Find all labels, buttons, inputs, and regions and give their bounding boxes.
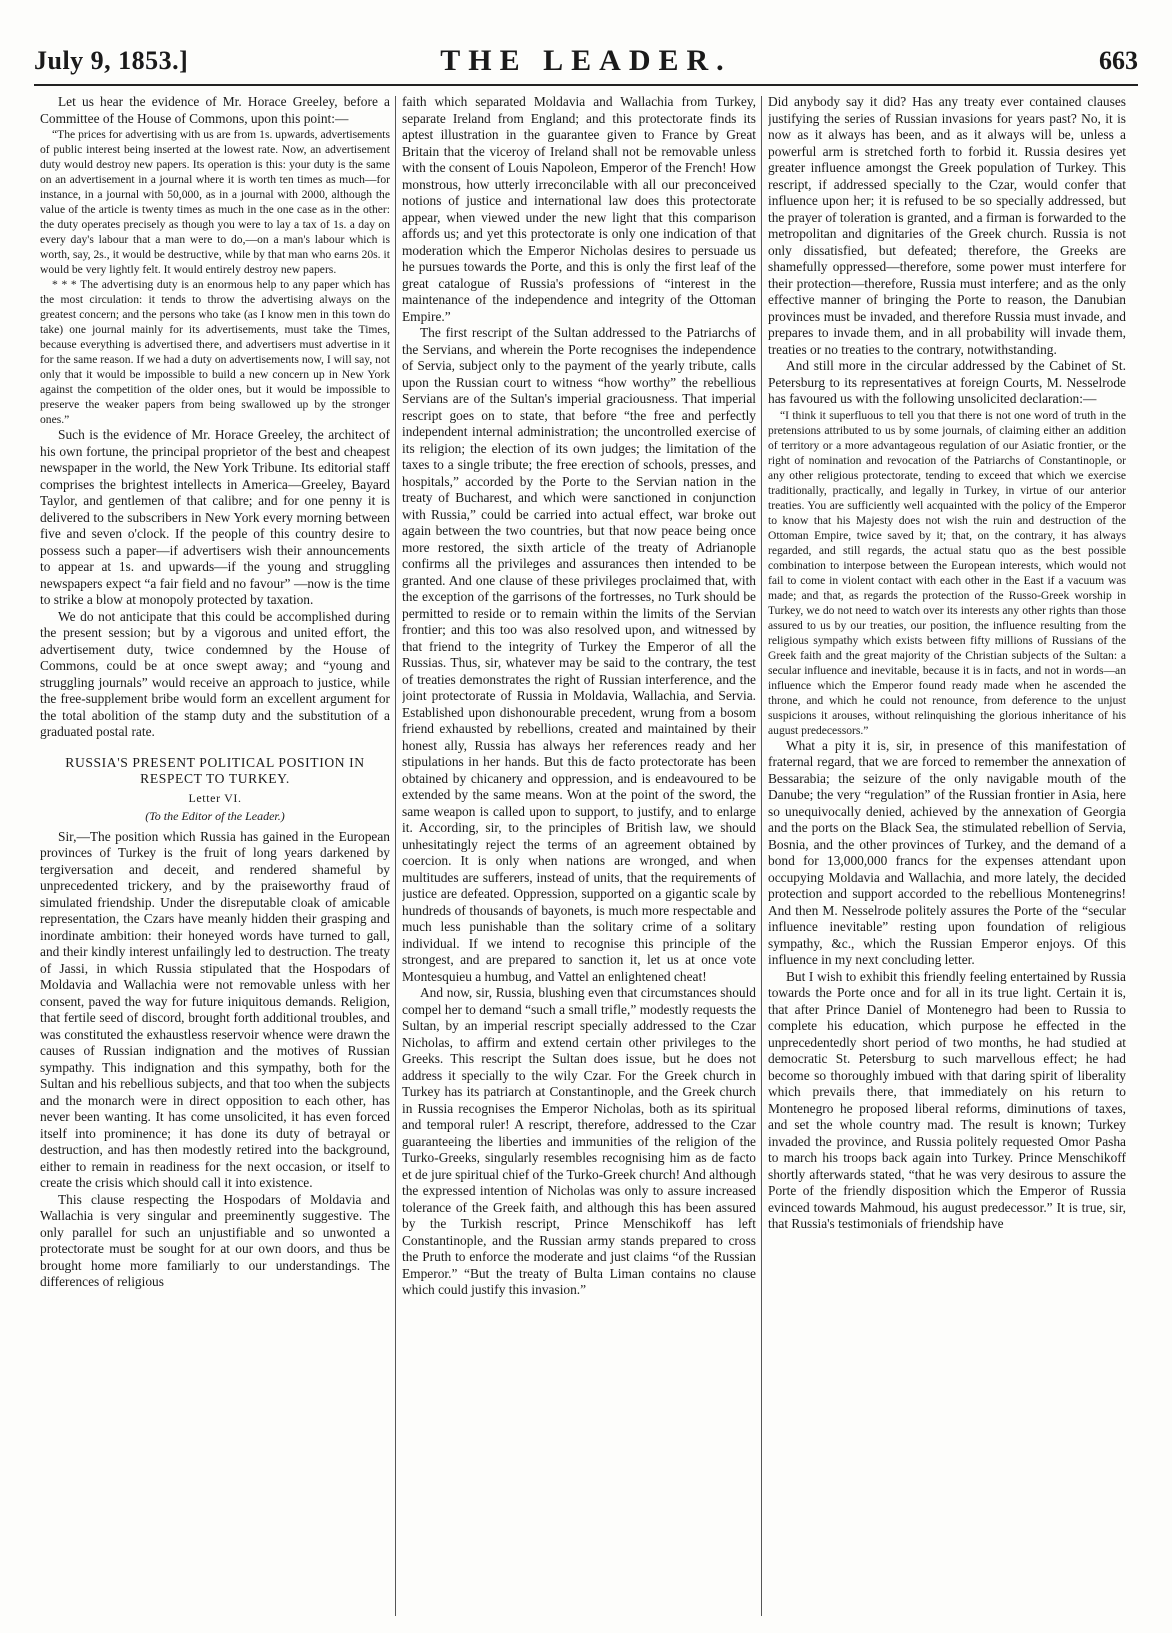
newspaper-title: THE LEADER. — [440, 44, 732, 77]
body-paragraph: Did anybody say it did? Has any treaty ever contained clauses justifying the series of Russian invasions for years past? No, it is now as it always has been, and as it always will be, unless a powerful arm is stretched forth to forbid it. Russia desires yet greater influence amongst the Greek population of Turkey. This rescript, if addressed specially to the Czar, would confer that influence upon her; it is refused to be so specially addressed, but the prayer of toleration is granted, and a firman is forwarded to the metropolitan and dignitaries of the Greek church. Russia is not only dissatisfied, but defeated; therefore, the Greeks are shamefully oppressed—therefore, some power must interfere for their protection—therefore, Russia must interfere; and as the only effective manner of bringing the Porte to reason, the Danubian provinces must be invaded, and therefore Russia must invade, and prepares to invade them, and in all probability will invade them, treaties or no treaties to the contrary, notwithstanding. — [768, 94, 1126, 357]
article-heading: RUSSIA'S PRESENT POLITICAL POSITION IN RESPECT TO TURKEY. — [65, 754, 365, 786]
greeley-quote-part-1: “The prices for advertising with us are from 1s. upwards, advertisements of public interest being inserted at the lowest rate. Now, an advertisement duty would destroy new papers. Its operation is this: your duty is the same on an advertisement in a journal where it is worth ten times as much—for instance, in a journal with 50,000, as in a journal with 2000, although the value of the article is twenty times as much in the one case as in the other: the duty operates precisely as though you were to lay a tax of 1s. a day on every day's labour that a man were to do,—on a man's labour which is worth, say, 2s., it would be destructive, while by that man who earns 20s. it would be very lightly felt. It would entirely destroy new papers. — [40, 128, 390, 276]
letter-number: Letter VI. — [188, 790, 242, 805]
column-divider-2 — [761, 96, 762, 1616]
page-number: 663 — [1099, 46, 1138, 75]
body-paragraph: faith which separated Moldavia and Wallachia from Turkey, separate Ireland from England; and this protectorate finds its aptest illustration in the guarantee given to France by Great Britain that the viceroy of Ireland shall not be removable unless with the consent of Louis Napoleon, Emperor of the French! How monstrous, how utterly irreconcilable with all our preconceived notions of justice and international law does this protectorate appear, when viewed under the new light that this comparison affords us; and yet this protectorate is only one indication of that moderation which the Emperor Nicholas desires to persuade us he pursues towards the Porte, and this is only the first leaf of the great catalogue of Russia's professions of “interest in the maintenance of the independence and integrity of the Ottoman Empire.” — [402, 94, 756, 324]
masthead — [34, 40, 1138, 86]
body-paragraph: Such is the evidence of Mr. Horace Greeley, the architect of his own fortune, the principal proprietor of the best and cheapest newspaper in the world, the New York Tribune. Its editorial staff comprises the brightest intellects in America—Greeley, Bayard Taylor, and gentlemen of that calibre; and for one penny it is delivered to the subscribers in New York every morning between five and seven o'clock. If the people of this country desire to possess such a paper—if advertisers wish their announcements to appear at 1s. and upwards—if the young and struggling newspapers expect “a fair field and no favour” —now is the time to strike a blow at monopoly protected by taxation. — [40, 427, 390, 607]
body-paragraph: Sir,—The position which Russia has gained in the European provinces of Turkey is the fruit of long years darkened by tergiversation and deceit, and rendered shameful by unprecedented trickery, and by the praiseworthy fraud of simulated friendship. Under the disreputable cloak of amicable representation, the Czars have meanly hidden their grasping and inordinate ambition: their honeyed words have turned to gall, and their kindly interest unfailingly led to destruction. The treaty of Jassi, in which Russia stipulated that the Hospodars of Moldavia and Wallachia were not removable unless with her consent, paved the way for future iniquitous demands. Religion, that fertile seed of discord, brought forth additional troubles, and was constituted the exhaustless reservoir whence were drawn the causes of Russian indignation and the motives of Russian sympathy. This indignation and this sympathy, both for the Sultan and his rebellious subjects, and that too when the subjects and the monarch were in direct opposition to each other, has never been wanting. It has come unsolicited, it has even forced itself into prominence; it has done its duty of betrayal or destruction, and has then modestly retired into the background, either to remain in readiness for the next occasion, or itself to create the crisis which should call it into existence. — [40, 828, 390, 1190]
column-2 — [402, 94, 756, 1624]
body-paragraph: What a pity it is, sir, in presence of this manifestation of fraternal regard, that we are forced to remember the annexation of Bessarabia; the seizure of the only navigable mouth of the Danube; the very “regulation” of the Russian frontier in Asia, here so unequivocally denied, achieved by the annexation of Georgia and the ports on the Black Sea, the stimulated rebellion of Servia, Bosnia, and the other provinces of Turkey, and the demand of a bond for 13,000,000 francs for the expenses attendant upon occupying Moldavia and Wallachia, and more lately, the decided protection and support accorded to the rebellious Montenegrins! And then M. Nesselrode politely assures the Porte of the “secular influence inevitable” resting upon foundation of religious sympathy, &c., which the Russian Emperor enjoys. Of this influence in my next concluding letter. — [768, 737, 1126, 967]
editor-note: (To the Editor of the Leader.) — [145, 809, 285, 823]
column-3 — [768, 94, 1126, 1624]
body-paragraph: This clause respecting the Hospodars of Moldavia and Wallachia is very singular and preeminently suggestive. The only parallel for such an unjustifiable and so unwonted a protectorate must be sought for at our own doors, and thus be brought home more familiarly to our understandings. The differences of religious — [40, 1191, 390, 1289]
issue-date: July 9, 1853.] — [34, 46, 189, 75]
body-paragraph: But I wish to exhibit this friendly feeling entertained by Russia towards the Porte once and for all in its true light. Certain it is, that after Prince Daniel of Montenegro had been to Russia to complete his education, which purpose he effected in the unprecedentedly short period of two months, he had studied at democratic St. Petersburg to such marvellous effect; he had become so thoroughly imbued with that daring spirit of liberality which prevails there, that immediately on his return to Montenegro he proposed liberal reforms, diminutions of taxes, and set the whole country mad. The result is known; Turkey invaded the province, and Russia politely requested Omor Pasha to march his troops back again into Turkey. Prince Menschikoff shortly afterwards stated, “that he was very desirous to assure the Porte of the friendly disposition which the Emperor of Russia evinced towards Mahmoud, his august predecessor.” It is true, sir, that Russia's testimonials of friendship have — [768, 968, 1126, 1231]
nesselrode-quote: “I think it superfluous to tell you that there is not one word of truth in the pretensions attributed to us by some journals, of claiming either an addition of territory or a more advantageous regulation of our Asiatic frontier, or the right of nomination and revocation of the Patriarchs of Constantinople, or any other religious protectorate, tending to exceed that which we exercise traditionally, practically, and legally in Turkey, in virtue of our anterior treaties. You are sufficiently well acquainted with the policy of the Emperor to know that his Majesty does not wish the ruin and destruction of the Ottoman Empire, twice saved by it; that, on the contrary, it has always regarded, and still regards, the actual statu quo as the best possible combination to interpose between the European interests, which would not fail to come in violent contact with each other in the East if a vacuum was made; and that, as regards the protection of the Russo-Greek worship in Turkey, we do not need to watch over its interests any other rights than those assured to us by our treaties, our position, the influence resulting from the religious sympathy which exists between fifty millions of Russians of the Greek faith and the great majority of the Christian subjects of the Sultan: a secular influence and inevitable, because it is in facts, and not in words—an influence which the Emperor found ready made when he ascended the throne, and which he could not renounce, from deference to the unjust suspicions it arouses, without relinquishing the glorious inheritance of his august predecessors.” — [768, 408, 1126, 737]
body-paragraph: And still more in the circular addressed by the Cabinet of St. Petersburg to its representatives at foreign Courts, M. Nesselrode has favoured us with the following unsolicited declaration:— — [768, 358, 1126, 406]
body-paragraph: And now, sir, Russia, blushing even that circumstances should compel her to demand “such a small trifle,” modestly requests the Sultan, by an imperial rescript specially addressed to the Czar Nicholas, to affirm and extend certain other privileges to the Greeks. This rescript the Sultan does issue, but he does not address it specially to the wily Czar. For the Greek church in Turkey has its patriarch at Constantinople, and the Greek church in Russia recognises the Emperor Nicholas, both as its spiritual and temporal ruler! A rescript, therefore, addressed to the Czar guaranteeing the liberties and immunities of the religion of the Turko-Greeks, singularly resembles recognising him as de facto et de jure spiritual chief of the Turko-Greek church! And although the expressed intention of Nicholas was only to assure increased tolerance of the Greek faith, and although this has been assured by the Turkish rescript, Prince Menschikoff has left Constantinople, and the Russian army stands prepared to cross the Pruth to enforce the moderate and just claims “of the Russian Emperor.” “But the treaty of Bulta Liman contains no clause which could justify this invasion.” — [402, 985, 756, 1297]
greeley-quote-part-2: * * * The advertising duty is an enormous help to any paper which has the most circulation: it tends to throw the advertising always on the greatest concern; and the persons who take (as I know men in this town do take) one journal mainly for its advertisements, must take the Times, because everything is advertised there, and advertisers must advertise in it for the same reason. If we had a duty on advertisements now, I will say, not only that it would be impossible to build a new concern up in New York against the competition of the older ones, but it would be impossible to preserve the weaker papers from being swallowed up by the stronger ones.” — [40, 278, 390, 426]
column-divider-1 — [395, 96, 396, 1616]
body-paragraph: We do not anticipate that this could be accomplished during the present session; but by a vigorous and united effort, the advertisement duty, twice condemned by the House of Commons, could be at once swept away; and “young and struggling journals” would receive an approach to justice, while the free-supplement bribe would form an excellent argument for the total abolition of the stamp duty and the substitution of a graduated postal rate. — [40, 608, 390, 739]
column-1 — [40, 94, 390, 1624]
body-paragraph: The first rescript of the Sultan addressed to the Patriarchs of the Servians, and wherein the Porte recognises the independence of Servia, subject only to the payment of the yearly tribute, calls upon the Russian court to witness “how worthy” the rebellious Servians are of the Sultan's imperial graciousness. That imperial rescript goes on to state, that before “the free and perfectly independent internal administration; the uncontrolled exercise of its religion; the election of its own judges; the limitation of the taxes to a single tribute; the free erection of schools, presses, and hospitals,” accorded by the Porte to the Servian nation in the treaty of Bucharest, and which were sanctioned in conjunction with Russia,” could be carried into actual effect, war broke out again between the two countries, but that now peace being once more restored, the sixth article of the treaty of Adrianople confirms all the privileges and assurances then intended to be granted. And one clause of these privileges proclaimed that, with the exception of the garrisons of the fortresses, no Turk should be permitted to reside or to remain within the limits of the Servian frontier; and this too was also resolved upon, and witnessed by that friend to the integrity of Turkey the Emperor of all the Russias. Thus, sir, whatever may be said to the contrary, the test of treaties demonstrates the right of Russian interference, and the joint protectorate of Russia in Moldavia, Wallachia, and Servia. Established upon dishonourable precedent, wrung from a bosom friend exhausted by rebellions, created and maintained by their honest ally, Russia has always her references ready and her stipulations in her hands. But this de facto protectorate has been obtained by chicanery and oppression, and is endeavoured to be extended by the same means. Won at the point of the sword, the same weapon is called upon to support, to justify, and to enlarge it. According, sir, to the principles of British law, we should unhesitatingly reject the terms of an agreement obtained by coercion. It is only when nations are wronged, and when multitudes are sufferers, instead of units, that the requirements of justice are defeated. Oppression, supported on a gigantic scale by hundreds of thousands of bayonets, is much more respectable and much less punishable than the solitary crime of a solitary individual. If we intend to recognise this principle of the strongest, and are prepared to sanction it, let us at once vote Montesquieu a humbug, and Vattel an enlightened cheat! — [402, 325, 756, 984]
intro-paragraph: Let us hear the evidence of Mr. Horace Greeley, before a Committee of the House of Commons, upon this point:— — [40, 94, 390, 126]
